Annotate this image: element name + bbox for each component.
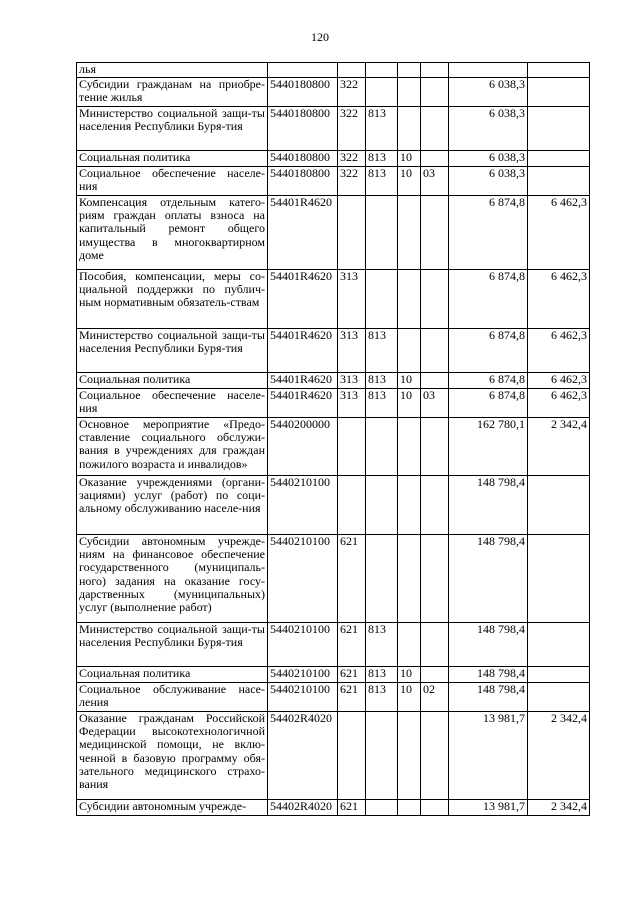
cell-code: 5440210100 <box>268 683 338 712</box>
cell-rz: 10 <box>398 167 421 196</box>
cell-pr <box>421 800 449 816</box>
cell-vr: 313 <box>338 270 366 329</box>
cell-name: Пособия, компенсации, меры со-циальной поддержки по публич-ным нормативным обязатель-ствам <box>77 270 268 329</box>
cell-ved: 813 <box>366 623 398 667</box>
cell-ved <box>366 196 398 270</box>
cell-sum2: 6 462,3 <box>528 373 590 389</box>
cell-vr: 322 <box>338 107 366 151</box>
cell-name: Субсидии гражданам на приобре-тение жилья <box>77 78 268 107</box>
table-row <box>77 389 590 418</box>
cell-vr: 313 <box>338 389 366 418</box>
cell-sum2 <box>528 151 590 167</box>
table-row <box>77 107 590 151</box>
table-row <box>77 476 590 535</box>
cell-vr: 322 <box>338 78 366 107</box>
cell-vr: 621 <box>338 623 366 667</box>
cell-name: Субсидии автономным учрежде- <box>77 800 268 816</box>
cell-sum1: 148 798,4 <box>449 476 528 535</box>
table-row <box>77 373 590 389</box>
cell-sum2: 6 462,3 <box>528 389 590 418</box>
cell-sum1: 13 981,7 <box>449 800 528 816</box>
table-row <box>77 623 590 667</box>
cell-pr <box>421 667 449 683</box>
table-row <box>77 712 590 800</box>
cell-pr <box>421 373 449 389</box>
cell-code: 5440210100 <box>268 476 338 535</box>
cell-code: 54401R4620 <box>268 373 338 389</box>
cell-sum1: 148 798,4 <box>449 667 528 683</box>
cell-code: 5440180800 <box>268 167 338 196</box>
cell-vr <box>338 712 366 800</box>
cell-pr <box>421 535 449 623</box>
cell-sum2: 2 342,4 <box>528 712 590 800</box>
cell-ved <box>366 712 398 800</box>
cell-sum2: 2 342,4 <box>528 800 590 816</box>
cell-sum2 <box>528 683 590 712</box>
cell-name: Социальная политика <box>77 373 268 389</box>
cell-name: Основное мероприятие «Предо-ставление социального обслужи-вания в учреждениях для граждан пожилого возраста и инвалидов» <box>77 418 268 476</box>
cell-code: 54401R4620 <box>268 389 338 418</box>
cell-rz <box>398 476 421 535</box>
cell-code: 5440210100 <box>268 623 338 667</box>
cell-ved <box>366 800 398 816</box>
cell-vr: 322 <box>338 151 366 167</box>
cell-name: лья <box>77 63 268 78</box>
cell-code: 54401R4620 <box>268 270 338 329</box>
cell-rz <box>398 329 421 373</box>
table-row <box>77 63 590 78</box>
cell-code: 54402R4020 <box>268 712 338 800</box>
cell-pr: 02 <box>421 683 449 712</box>
cell-sum2: 2 342,4 <box>528 418 590 476</box>
cell-code: 5440180800 <box>268 151 338 167</box>
cell-sum2: 6 462,3 <box>528 329 590 373</box>
cell-vr <box>338 63 366 78</box>
cell-rz: 10 <box>398 683 421 712</box>
cell-rz: 10 <box>398 373 421 389</box>
cell-ved <box>366 476 398 535</box>
cell-code: 54402R4020 <box>268 800 338 816</box>
cell-ved: 813 <box>366 373 398 389</box>
cell-name: Министерство социальной защи-ты населения Республики Буря-тия <box>77 107 268 151</box>
budget-table <box>76 62 590 816</box>
cell-sum1: 6 038,3 <box>449 151 528 167</box>
cell-vr: 621 <box>338 535 366 623</box>
cell-sum2 <box>528 476 590 535</box>
cell-rz <box>398 78 421 107</box>
cell-ved: 813 <box>366 683 398 712</box>
cell-sum2 <box>528 167 590 196</box>
cell-vr <box>338 196 366 270</box>
cell-code: 5440210100 <box>268 535 338 623</box>
table-row <box>77 196 590 270</box>
cell-sum2 <box>528 535 590 623</box>
table-row <box>77 418 590 476</box>
page-number: 120 <box>311 30 329 44</box>
cell-name: Оказание гражданам Российской Федерации высокотехнологичной медицинской помощи, не вклю-ченной в базовую программу обя-зательного медицинского страхо-вания <box>77 712 268 800</box>
cell-pr <box>421 196 449 270</box>
cell-sum1: 148 798,4 <box>449 623 528 667</box>
cell-code: 5440180800 <box>268 78 338 107</box>
cell-pr: 03 <box>421 167 449 196</box>
table-row <box>77 329 590 373</box>
cell-vr: 621 <box>338 683 366 712</box>
cell-name: Социальная политика <box>77 151 268 167</box>
cell-pr <box>421 712 449 800</box>
cell-sum1: 6 874,8 <box>449 196 528 270</box>
table-row <box>77 167 590 196</box>
table-row <box>77 151 590 167</box>
cell-rz <box>398 712 421 800</box>
cell-pr <box>421 476 449 535</box>
cell-pr <box>421 418 449 476</box>
cell-sum1 <box>449 63 528 78</box>
cell-pr <box>421 623 449 667</box>
cell-rz <box>398 63 421 78</box>
cell-sum2 <box>528 78 590 107</box>
cell-ved: 813 <box>366 389 398 418</box>
cell-sum1: 6 874,8 <box>449 389 528 418</box>
cell-code: 5440200000 <box>268 418 338 476</box>
cell-rz <box>398 418 421 476</box>
cell-code <box>268 63 338 78</box>
table-row <box>77 535 590 623</box>
cell-pr <box>421 107 449 151</box>
cell-vr <box>338 476 366 535</box>
cell-pr: 03 <box>421 389 449 418</box>
cell-pr <box>421 78 449 107</box>
cell-name: Социальное обеспечение населе-ния <box>77 167 268 196</box>
cell-sum2 <box>528 63 590 78</box>
cell-pr <box>421 270 449 329</box>
cell-sum1: 6 038,3 <box>449 107 528 151</box>
table-row <box>77 270 590 329</box>
cell-rz: 10 <box>398 151 421 167</box>
cell-name: Социальное обслуживание насе-ления <box>77 683 268 712</box>
cell-pr <box>421 151 449 167</box>
cell-ved: 813 <box>366 107 398 151</box>
cell-vr: 621 <box>338 800 366 816</box>
cell-ved: 813 <box>366 151 398 167</box>
cell-name: Министерство социальной защи-ты населения Республики Буря-тия <box>77 329 268 373</box>
cell-sum2 <box>528 107 590 151</box>
cell-rz <box>398 196 421 270</box>
cell-name: Субсидии автономным учрежде-ниям на финансовое обеспечение государственного (муниципаль-ного) задания на оказание госу-дарственных (муниципальных) услуг (выполнение работ) <box>77 535 268 623</box>
table-row <box>77 667 590 683</box>
cell-ved: 813 <box>366 167 398 196</box>
cell-ved: 813 <box>366 329 398 373</box>
cell-vr: 621 <box>338 667 366 683</box>
cell-ved <box>366 535 398 623</box>
cell-rz: 10 <box>398 667 421 683</box>
cell-sum2 <box>528 667 590 683</box>
table-row <box>77 800 590 816</box>
cell-vr: 313 <box>338 373 366 389</box>
cell-code: 54401R4620 <box>268 329 338 373</box>
cell-name: Социальная политика <box>77 667 268 683</box>
cell-name: Оказание учреждениями (органи-зациями) услуг (работ) по соци-альному обслуживанию населе-ния <box>77 476 268 535</box>
table-row <box>77 78 590 107</box>
cell-ved <box>366 78 398 107</box>
cell-code: 54401R4620 <box>268 196 338 270</box>
cell-sum1: 6 874,8 <box>449 270 528 329</box>
cell-code: 5440210100 <box>268 667 338 683</box>
cell-rz <box>398 270 421 329</box>
cell-pr <box>421 329 449 373</box>
cell-sum2 <box>528 623 590 667</box>
cell-rz <box>398 107 421 151</box>
cell-code: 5440180800 <box>268 107 338 151</box>
table-row <box>77 683 590 712</box>
cell-ved: 813 <box>366 667 398 683</box>
cell-sum1: 148 798,4 <box>449 683 528 712</box>
cell-sum2: 6 462,3 <box>528 196 590 270</box>
cell-rz <box>398 623 421 667</box>
cell-sum1: 6 038,3 <box>449 167 528 196</box>
cell-rz: 10 <box>398 389 421 418</box>
cell-rz <box>398 800 421 816</box>
cell-name: Социальное обеспечение населе-ния <box>77 389 268 418</box>
cell-pr <box>421 63 449 78</box>
cell-sum1: 6 874,8 <box>449 373 528 389</box>
cell-ved <box>366 418 398 476</box>
cell-sum1: 162 780,1 <box>449 418 528 476</box>
cell-ved <box>366 63 398 78</box>
cell-vr <box>338 418 366 476</box>
cell-name: Министерство социальной защи-ты населения Республики Буря-тия <box>77 623 268 667</box>
cell-rz <box>398 535 421 623</box>
cell-sum1: 6 874,8 <box>449 329 528 373</box>
cell-vr: 322 <box>338 167 366 196</box>
cell-vr: 313 <box>338 329 366 373</box>
cell-sum2: 6 462,3 <box>528 270 590 329</box>
cell-sum1: 148 798,4 <box>449 535 528 623</box>
cell-ved <box>366 270 398 329</box>
cell-sum1: 6 038,3 <box>449 78 528 107</box>
cell-sum1: 13 981,7 <box>449 712 528 800</box>
cell-name: Компенсация отдельным катего-риям граждан оплаты взноса на капитальный ремонт общего имущества в многоквартирном доме <box>77 196 268 270</box>
